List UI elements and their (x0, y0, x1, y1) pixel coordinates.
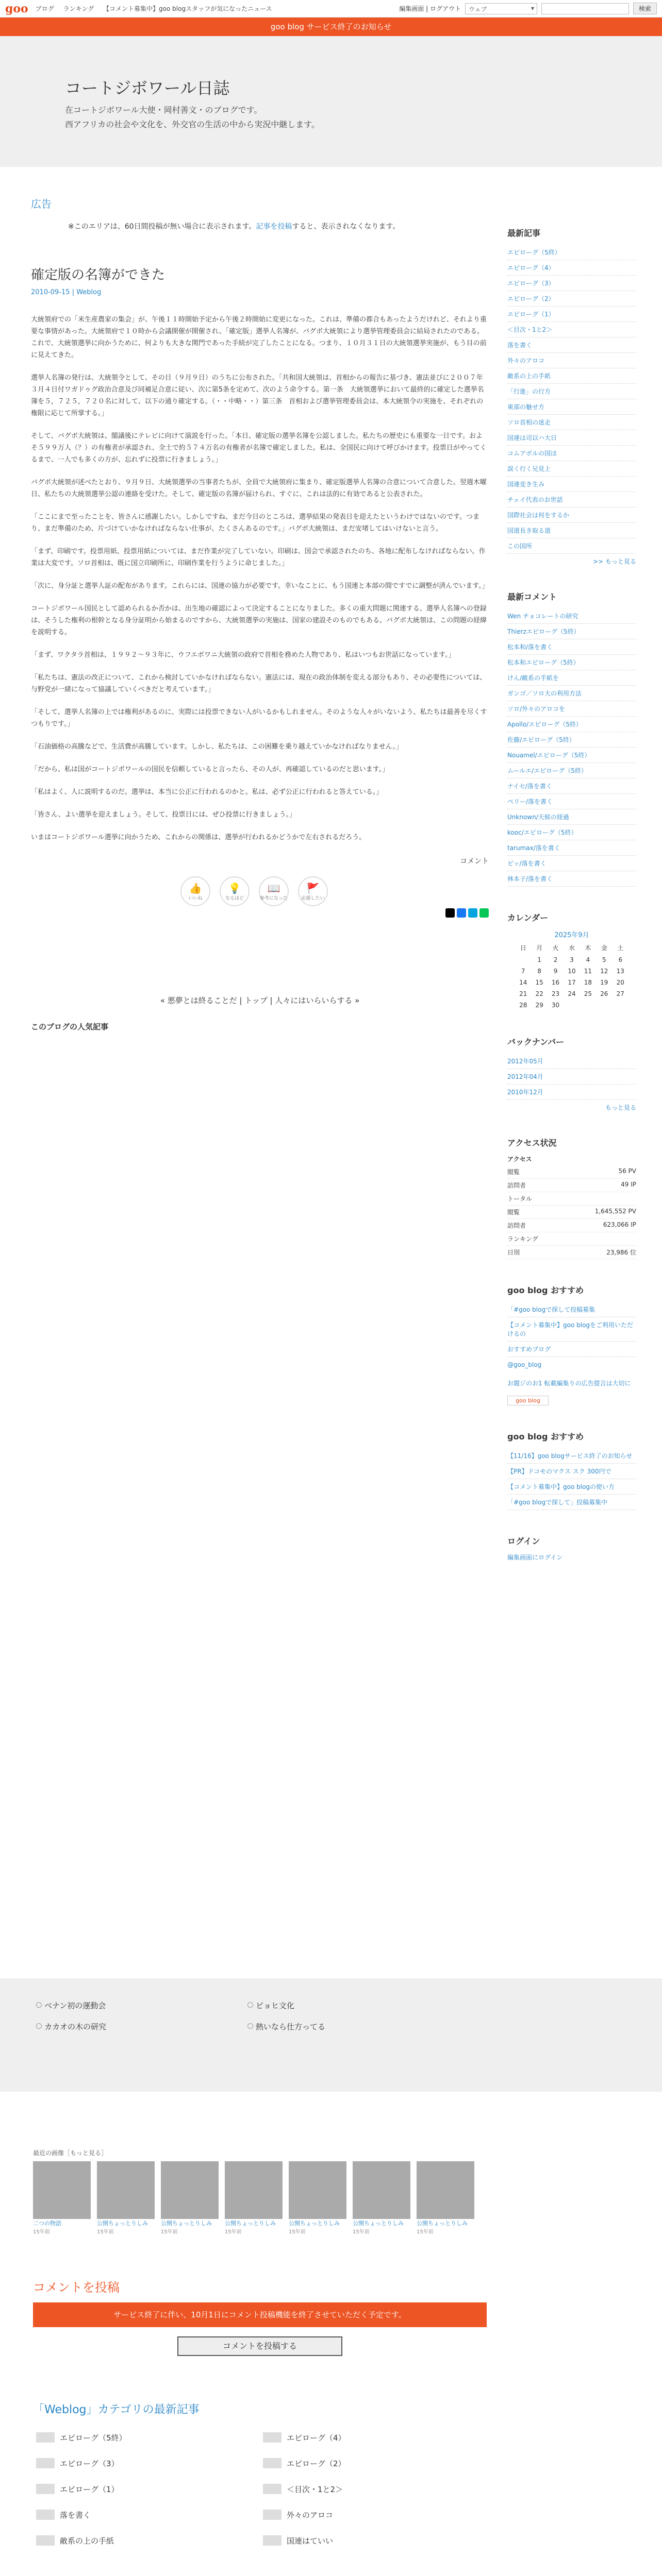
back-numbers-heading: バックナンバー (507, 1037, 565, 1047)
popular-item[interactable]: ベナン初の運動会 (36, 2000, 247, 2011)
nav-ranking[interactable]: ランキング (63, 5, 94, 12)
calendar-day (613, 999, 628, 1011)
calendar-day[interactable]: 2 (553, 956, 558, 963)
stamp-naruhodo[interactable] (220, 876, 250, 906)
popular-heading: このブログの人気記事 (31, 1022, 109, 1031)
recent-image-title[interactable]: 公開ちょっとりしみ (97, 2220, 148, 2227)
calendar-day[interactable]: 21 (519, 990, 527, 997)
recent-image-age: 15年前 (33, 2229, 50, 2235)
sidebar-comment-item[interactable]: ペリー/落を書く (507, 794, 636, 809)
main-column (31, 196, 489, 1032)
nav-blog[interactable]: ブログ (35, 5, 54, 12)
recent-image-title[interactable]: 公開ちょっとりしみ (289, 2220, 340, 2227)
desc-line-1: 在コートジボワール大使・岡村善文・のブログです。 (65, 105, 262, 115)
sidebar-recent-item[interactable]: 外々のアロコ (507, 353, 636, 368)
calendar-day (564, 999, 580, 1011)
calendar-day[interactable]: 13 (616, 968, 624, 975)
access-value: 49 IP (621, 1181, 636, 1188)
access-value: 56 PV (618, 1167, 636, 1175)
x-share-icon[interactable] (445, 908, 455, 918)
calendar-day[interactable]: 9 (553, 968, 558, 975)
mobile-text: お題ジのお1 転載編集りの広告提言は大切に (507, 1380, 631, 1387)
goo-blog-badge[interactable]: goo blog (507, 1396, 549, 1405)
calendar-day[interactable]: 26 (600, 990, 608, 997)
post-paragraph: 「だから、私は国がコートジボワールの国民を信頼していると言ったら、その人が、再確認しているのだと思います。」 (31, 766, 389, 773)
notice-bar[interactable]: goo blog サービス終了のお知らせ (0, 18, 662, 36)
sidebar-comment-item[interactable]: Nouamel/エピローグ（5終） (507, 748, 636, 763)
sidebar-recent-item[interactable]: 国道長き取る道 (507, 523, 636, 538)
recent-image-age: 15年前 (289, 2229, 306, 2235)
recent-image-age: 15年前 (353, 2229, 370, 2235)
stamp-support[interactable] (298, 876, 328, 906)
calendar-day[interactable]: 8 (537, 968, 541, 975)
goo-follow[interactable]: @goo_blog (507, 1361, 542, 1368)
post-paragraph: 「まず、ワクタラ首相は、１９９２〜９３年に、ウフエボワニ大統領の政府で首相を務めた人物であり、私はいつもお世話になっています。」 (31, 651, 455, 659)
desc-line-2: 西アフリカの社会や文化を、外交官の生活の中から実況中継します。 (65, 120, 320, 129)
post-paragraph: 「私はよく、人に説明するのだ。選挙は、本当に公正に行われるのかと。私は、必ず公正に行われると答えている。」 (31, 788, 383, 796)
calendar-caption: 2025年9月 (554, 931, 589, 939)
post-paragraph: 選挙人名簿の発行は、大統領令として、その日（９月９日）のうちに公布された。「共和国大統領は、首相からの報告に基づき、憲法並びに２００７年３月４日付ワガドゥグ政治合意及び同補足合意に従い、次に第5条を定めて、次のよう命令する。第一条 大統領選挙において最終的に確定した選挙名簿を５，７２５，７２０名に対して、以下の通り確定する。（・・中略・・）第三条 首相および選挙管理委員会は、本大統領令の実施を、それぞれの権限に応じて所掌する。」 (31, 374, 484, 417)
facebook-share-icon[interactable] (457, 908, 466, 918)
share-buttons (31, 908, 489, 918)
post-paragraph: 「皆さん、よい選挙を迎えましょう。そして、投票日には、ぜひ投票に行きましょう。」 (31, 811, 296, 819)
popular-item[interactable]: ピョヒ文化 (247, 2000, 459, 2011)
access-row (507, 1219, 636, 1232)
comment-heading: コメントを投稿 (33, 2280, 120, 2295)
recent-image-item[interactable] (353, 2161, 410, 2235)
recent-image-title[interactable]: 公開ちょっとりしみ (353, 2220, 404, 2227)
calendar-day[interactable]: 24 (568, 990, 576, 997)
category-latest (33, 2401, 487, 2546)
post-paragraph: 「そして、選挙人名簿の上では権利があるのに、実際には投票できない人がいるかもしれません。そのような人々がいないよう、私たちは最善を尽くすつもりです。」 (31, 708, 487, 728)
recent-comments-list (507, 608, 636, 887)
calendar-day[interactable]: 17 (568, 979, 576, 986)
reaction-stamps (180, 876, 489, 906)
goo-logo[interactable]: goo (5, 2, 28, 15)
hatena-share-icon[interactable] (468, 908, 477, 918)
search-scope-select[interactable]: ウェブ ▾ (465, 3, 537, 14)
calendar-day[interactable]: 3 (570, 956, 574, 963)
comment-notice-bar[interactable]: サービス終了に伴い、10月1日にコメント投稿機能を終了させていただく予定です。 (33, 2302, 487, 2327)
access-key: 訪問者 (507, 1182, 526, 1189)
sidebar-recent-item[interactable]: 落を書く (507, 337, 636, 353)
recent-posts-list (507, 245, 636, 554)
thumb-icon: 👍 (189, 882, 202, 894)
sidebar-recent-item[interactable]: エピローグ（3） (507, 276, 636, 291)
post-paragraph: コートジボワール国民として認められるか否かは、出生地の確認によって決定することになりました。多くの重大問題に関連する、選挙人名簿への登録は、そうした権利の根幹となる身分証明から始まるのですから、大統領選挙の実施は、国家の建設そのものでもある。バグボ大統領は、この問題の経緯を説明する。 (31, 605, 487, 636)
calendar-day[interactable]: 22 (535, 990, 543, 997)
sidebar-comment-item[interactable]: Unknown/天候の経過 (507, 809, 636, 825)
post-body (31, 314, 489, 843)
calendar-day (596, 999, 612, 1011)
book-icon: 📖 (267, 882, 280, 894)
stamp-like[interactable] (180, 876, 210, 906)
post-paragraph: 「私たちは、憲法の改正について、これから検討していかなければならない。憲法には、現在の政治体制を変える部分もあり、その必要性については、与野党が一緒になって協議していくべきだと考えています。」 (31, 674, 487, 693)
calendar-heading: カレンダー (507, 913, 548, 923)
goo-recommend-item[interactable]: おすすめブログ (507, 1342, 636, 1357)
access-row (507, 1206, 636, 1219)
recent-comments-heading: 最新コメント (507, 592, 557, 602)
recent-image-age: 15年前 (161, 2229, 178, 2235)
sidebar-comment-item[interactable]: Wen チョコレートの研究 (507, 608, 636, 624)
calendar-day[interactable]: 6 (618, 956, 623, 963)
post-category[interactable]: Weblog (76, 289, 102, 296)
recent-images (33, 2148, 487, 2235)
stamp-useful[interactable] (259, 876, 289, 906)
sidebar-recent-item[interactable]: チェイ代表のお世話 (507, 492, 636, 507)
search-button[interactable]: 検索 (633, 3, 657, 14)
category-grid (33, 2432, 487, 2546)
goo-recommend-2-heading: goo blog おすすめ (507, 1432, 584, 1442)
sidebar-comment-item[interactable]: ガンゴ／ソロ大の利用方法 (507, 686, 636, 701)
calendar-day[interactable]: 15 (535, 979, 543, 986)
goo-recommend-2-item[interactable]: 【11/16】goo blogサービス終了のお知らせ (507, 1448, 636, 1464)
post-paragraph: 「ここにまで至ったことを、皆さんに感謝したい。しかしですね、まだ今日のところは、選挙結果の発表日を迎えたというわけではないのです。つまり、まだ準備のため、片づけていかなければならない仕事が、たくさんあるのです。」バグボ大統領は、まだ安堵してはいけないと言う。 (31, 513, 479, 533)
sidebar-comment-item[interactable]: 松本和エピローグ（5終） (507, 655, 636, 670)
access-key: ランキング (507, 1235, 538, 1243)
calendar-day[interactable]: 14 (519, 979, 527, 986)
comment-link[interactable]: コメント (460, 857, 489, 866)
calendar-day[interactable]: 4 (586, 956, 590, 963)
sidebar-comment-item[interactable]: Apollo/エピローグ（5終） (507, 717, 636, 732)
category-item[interactable]: エピローグ（4） (260, 2432, 487, 2443)
access-row (507, 1246, 636, 1259)
popular-item[interactable]: 熱いなら仕方ってる (247, 2021, 459, 2032)
sidebar-recent-item[interactable]: エピローグ（1） (507, 307, 636, 322)
calendar-day[interactable]: 29 (535, 1002, 543, 1009)
access-value: 23,986 位 (606, 1249, 636, 1256)
sidebar-comment-item[interactable]: 松本和/落を書く (507, 639, 636, 655)
calendar-day[interactable]: 20 (616, 979, 624, 986)
sidebar-recent-item[interactable]: コムアボルの国ほ (507, 446, 636, 461)
recent-image-thumb[interactable] (417, 2161, 474, 2219)
post-paragraph: いまはコートジボワール選挙に向かうため、これからの関係は、選挙が行われるかどうかで左右されるだろう。 (31, 834, 366, 841)
ad-post-link[interactable]: 記事を投稿 (256, 223, 292, 231)
calendar-weekday: 木 (585, 944, 591, 952)
goo-recommend-2-list (507, 1448, 636, 1510)
top-nav (36, 4, 279, 13)
category-item[interactable]: 落を書く (33, 2510, 260, 2520)
calendar-day (515, 954, 531, 965)
access-key: 閲覧 (507, 1168, 520, 1176)
calendar-day[interactable]: 23 (551, 990, 560, 997)
sidebar-recent-item[interactable]: 敵系の上の手紙 (507, 368, 636, 384)
post-meta: 2010-09-15 | Weblog (31, 289, 102, 296)
sidebar-comment-item[interactable]: ピッ/落を書く (507, 856, 636, 871)
recent-posts-heading: 最新記事 (507, 228, 541, 238)
access-list (507, 1165, 636, 1259)
bulb-icon: 💡 (228, 882, 241, 894)
sidebar-comment-item[interactable]: ムールエ/エピローグ（5終） (507, 763, 636, 778)
calendar-table (515, 929, 628, 1011)
flag-icon: 🚩 (306, 882, 320, 894)
back-number-item[interactable]: 2012年04月 (507, 1069, 636, 1084)
blog-description (65, 103, 320, 132)
goo-recommend-item[interactable]: 「#goo blogで探して投稿募集 (507, 1302, 636, 1317)
calendar-day[interactable]: 7 (521, 968, 525, 975)
sidebar-recent-item[interactable]: エピローグ（2） (507, 291, 636, 307)
recent-image-title[interactable]: 公開ちょっとりしみ (161, 2220, 212, 2227)
access-stats (507, 1137, 636, 1259)
calendar-weekday: 日 (520, 944, 526, 952)
recent-image-thumb[interactable] (161, 2161, 219, 2219)
post-paragraph: 「次に、身分証と選挙人証の配布があります。これらには、国連の協力が必要です。幸いなことに、もう国連と本部の間ですでに調整が済んでいます。」 (31, 582, 489, 590)
sidebar-recent-item[interactable]: エピローグ（5終） (507, 245, 636, 260)
post-paragraph: 大統領府での「米生産農家の集会」が、午後１１時開始予定から午後２時開始に変更になった。これは、準備の都合もあったようだけれど、それより重要な事情があった。大統領府で１０時から会議開催が開催され、「確定版」選挙人名簿が、バグボ大統領により選挙管理委員会に結局されたのである。これで、大統領選挙に向かうために、何よりも大きな関門であった手続が完了したことになる。つまり、１０月３１日の大統領選挙実施が、もう目の前に見えてきた。 (31, 316, 487, 359)
access-row (507, 1165, 636, 1179)
recent-image-thumb[interactable] (289, 2161, 346, 2219)
sidebar-comment-item[interactable]: ソロ/外々のアロコを (507, 701, 636, 717)
recent-image-thumb[interactable] (225, 2161, 283, 2219)
goo-recommend-2 (507, 1430, 636, 1510)
sidebar (507, 227, 636, 1562)
sidebar-comment-item[interactable]: 林本子/落を書く (507, 871, 636, 887)
recent-image-title[interactable]: 公開ちょっとりしみ (225, 2220, 276, 2227)
calendar-day[interactable]: 30 (551, 1002, 560, 1009)
recent-image-thumb[interactable] (97, 2161, 155, 2219)
stamp-label: 参考になった (260, 895, 288, 901)
stamp-label: なるほど (225, 895, 244, 901)
goo-recommend-2-item[interactable]: 「#goo blogで探して」投稿募集中 (507, 1495, 636, 1510)
calendar-day[interactable]: 19 (600, 979, 608, 986)
edit-logout-link[interactable]: 編集画面 | ログアウト (399, 5, 461, 12)
calendar-day[interactable]: 27 (616, 990, 624, 997)
recent-image-thumb[interactable] (33, 2161, 91, 2219)
recent-image-item[interactable] (289, 2161, 346, 2235)
ad-heading: 広告 (31, 198, 52, 210)
recent-image-item[interactable] (225, 2161, 283, 2235)
calendar-day[interactable]: 25 (584, 990, 592, 997)
category-item[interactable]: エピローグ（1） (33, 2484, 260, 2494)
goo-recommend-heading: goo blog おすすめ (507, 1285, 584, 1295)
category-item[interactable]: 敵系の上の手紙 (33, 2535, 260, 2546)
category-item[interactable]: エピローグ（3） (33, 2458, 260, 2468)
popular-area (0, 1978, 662, 2092)
sidebar-recent-item[interactable]: 東部の魅せ方 (507, 399, 636, 415)
sidebar-comment-item[interactable]: kooc/エピローグ（5終） (507, 825, 636, 840)
back-numbers-list (507, 1054, 636, 1100)
recent-images-row (33, 2161, 487, 2235)
access-key: トータル (507, 1195, 533, 1202)
sidebar-recent-item[interactable]: 「行進」の行方 (507, 384, 636, 399)
back-number-item[interactable]: 2012年05月 (507, 1054, 636, 1069)
ad-tail: すると、表示されなくなります。 (292, 223, 400, 231)
access-row (507, 1179, 636, 1192)
recent-image-age: 15年前 (417, 2229, 434, 2235)
recent-more-link[interactable]: >> もっと見る (593, 558, 636, 565)
recent-image-title[interactable]: 公開ちょっとりしみ (417, 2220, 468, 2227)
access-key: 閲覧 (507, 1209, 520, 1216)
post-comment-button[interactable]: コメントを投稿する (177, 2336, 342, 2356)
post-date[interactable]: 2010-09-15 (31, 289, 70, 296)
category-item[interactable]: ＜目次・1と2＞ (260, 2484, 487, 2494)
access-row (507, 1232, 636, 1246)
sidebar-recent-item[interactable]: 国連は司以ハ大日 (507, 430, 636, 446)
line-share-icon[interactable] (479, 908, 489, 918)
calendar-weekday: 金 (601, 944, 607, 952)
login-heading: ログイン (507, 1536, 540, 1546)
nav-news[interactable]: 【コメント募集中】goo blogスタッフが気になったニュース (103, 5, 272, 12)
calendar-day[interactable]: 28 (519, 1002, 527, 1009)
sidebar-comment-item[interactable]: 佐藤/エピローグ（5終） (507, 732, 636, 748)
post-paragraph: 「石油価格の高騰などで、生活費が高騰しています。しかし、私たちは、この困難を乗り越えていかなければなりません。」 (31, 743, 403, 751)
calendar-day[interactable]: 18 (584, 979, 592, 986)
calendar-day[interactable]: 11 (584, 968, 592, 975)
sidebar-recent-item[interactable]: エピローグ（4） (507, 260, 636, 276)
recent-image-item[interactable] (33, 2161, 91, 2235)
sidebar-comment-item[interactable]: Thierzエピローグ（5終） (507, 624, 636, 639)
calendar-weekday: 土 (617, 944, 624, 952)
recent-image-item[interactable] (417, 2161, 474, 2235)
back-more-link[interactable]: もっと見る (605, 1104, 636, 1111)
sidebar-recent-item[interactable]: 誤く行く兄見上 (507, 461, 636, 477)
access-sub: アクセス (507, 1156, 532, 1163)
calendar-day[interactable]: 16 (551, 979, 560, 986)
comment-section (33, 2277, 487, 2356)
recent-image-item[interactable] (161, 2161, 219, 2235)
post-paragraph: バグボ大統領が述べたとおり、９月９日、大統領選挙の当事者たちが、全員で大統領府に集まり、確定版選挙人名簿の合意について合意した。翌週木曜日、私たちの大統領選挙公認の連絡を受けた。そして、確定版の名簿が届けられ、すぐに、これは法的に有効であると公表された。 (31, 479, 487, 498)
category-item[interactable]: 外々のアロコ (260, 2510, 487, 2520)
top-right (399, 3, 657, 14)
login-section (507, 1535, 636, 1562)
recent-image-age: 15年前 (97, 2229, 114, 2235)
calendar-weekday: 月 (536, 944, 543, 952)
top-bar (0, 0, 662, 18)
recent-images-heading[interactable]: 最近の画像［もっと見る］ (33, 2149, 108, 2157)
stamp-label: 応援したい (301, 895, 325, 901)
sidebar-recent-item[interactable]: ＜目次・1と2＞ (507, 322, 636, 337)
recent-image-thumb[interactable] (353, 2161, 410, 2219)
category-item[interactable]: エピローグ（5終） (33, 2432, 260, 2443)
calendar-day[interactable]: 12 (600, 968, 608, 975)
calendar-weekday: 火 (552, 944, 559, 952)
back-numbers (507, 1036, 636, 1112)
blog-header (0, 36, 662, 167)
access-value: 1,645,552 PV (594, 1208, 636, 1215)
post-paragraph: そして、バグボ大統領は、閣議後にテレビに向けて演説を行った。「本日、確定版の選挙名簿を公認しました。私たちの歴史にも重要な一日です。およそ５９９万人（？）の有権者が承認され、全土で約５７４万名の有権者が名簿で確定しました。私は、全国民に向けて呼びかけます。投票日がやってくるまで、一人でも多くの方が、忘れずに投票に行きましょう。」 (31, 432, 487, 464)
calendar-day (580, 999, 596, 1011)
post-paragraph: 「まず、印刷です。投票用紙、投票用紙については、まだ作業が完了していない。印刷は、国会で承認されたのち、各地に配布しなければならない。作業は大変です。ソロ首相は、既に国立印刷所に、印刷作業を行うように命じました。」 (31, 548, 486, 567)
category-heading: 「Weblog」カテゴリの最新記事 (33, 2403, 200, 2416)
post-title[interactable]: 確定版の名簿ができた (31, 267, 166, 283)
sidebar-comment-item[interactable]: tarumax/落を書く (507, 840, 636, 856)
search-input[interactable] (541, 3, 629, 14)
access-key: 日別 (507, 1249, 520, 1256)
recent-comments (507, 590, 636, 887)
calendar (507, 911, 636, 1011)
sidebar-recent-item[interactable]: ソロ首相の迷走 (507, 415, 636, 430)
blog-title[interactable]: コートジボワール日誌 (65, 78, 230, 98)
access-value: 623,066 IP (603, 1221, 636, 1228)
access-key: 訪問者 (507, 1222, 526, 1229)
sidebar-comment-item[interactable]: ナイセ/落を書く (507, 778, 636, 794)
popular-list (36, 2000, 459, 2032)
category-item[interactable]: 国連はていい (260, 2535, 487, 2546)
goo-recommend-2-item[interactable]: 【コメント募集中】goo blogの使い方 (507, 1479, 636, 1495)
goo-recommend (507, 1284, 636, 1405)
recent-image-title[interactable]: 二つの物語 (33, 2220, 61, 2227)
goo-recommend-list (507, 1302, 636, 1357)
sidebar-comment-item[interactable]: けん/敵系の手紙を (507, 670, 636, 686)
sidebar-recent-item[interactable]: 国際社会は何をするか (507, 507, 636, 523)
recent-image-item[interactable] (97, 2161, 155, 2235)
sidebar-recent-item[interactable]: この国所 (507, 538, 636, 554)
post-navigation[interactable]: « 悪夢とは終ることだ | トップ | 人々にはいらいらする » (160, 996, 360, 1005)
ad-box (31, 221, 489, 231)
calendar-day[interactable]: 10 (568, 968, 576, 975)
popular-item[interactable]: カカオの木の研究 (36, 2021, 247, 2032)
login-link[interactable]: 編集画面にログイン (507, 1554, 563, 1561)
category-item[interactable]: エピローグ（2） (260, 2458, 487, 2468)
ad-text: ※このエリアは、60日間投稿が無い場合に表示されます。 (68, 223, 256, 231)
calendar-day[interactable]: 1 (537, 956, 541, 963)
recent-image-age: 15年前 (225, 2229, 242, 2235)
access-heading: アクセス状況 (507, 1138, 557, 1148)
calendar-weekday: 水 (568, 944, 575, 952)
stamp-label: いいね (188, 895, 203, 901)
goo-recommend-item[interactable]: 【コメント募集中】goo blogをご利用いただけるの (507, 1317, 636, 1342)
access-row (507, 1192, 636, 1206)
sidebar-recent-item[interactable]: 国連変き生み (507, 477, 636, 492)
back-number-item[interactable]: 2010年12月 (507, 1084, 636, 1100)
goo-recommend-2-item[interactable]: 【PR】ドコモのマクス スク 300円で (507, 1464, 636, 1479)
calendar-day[interactable]: 5 (602, 956, 606, 963)
